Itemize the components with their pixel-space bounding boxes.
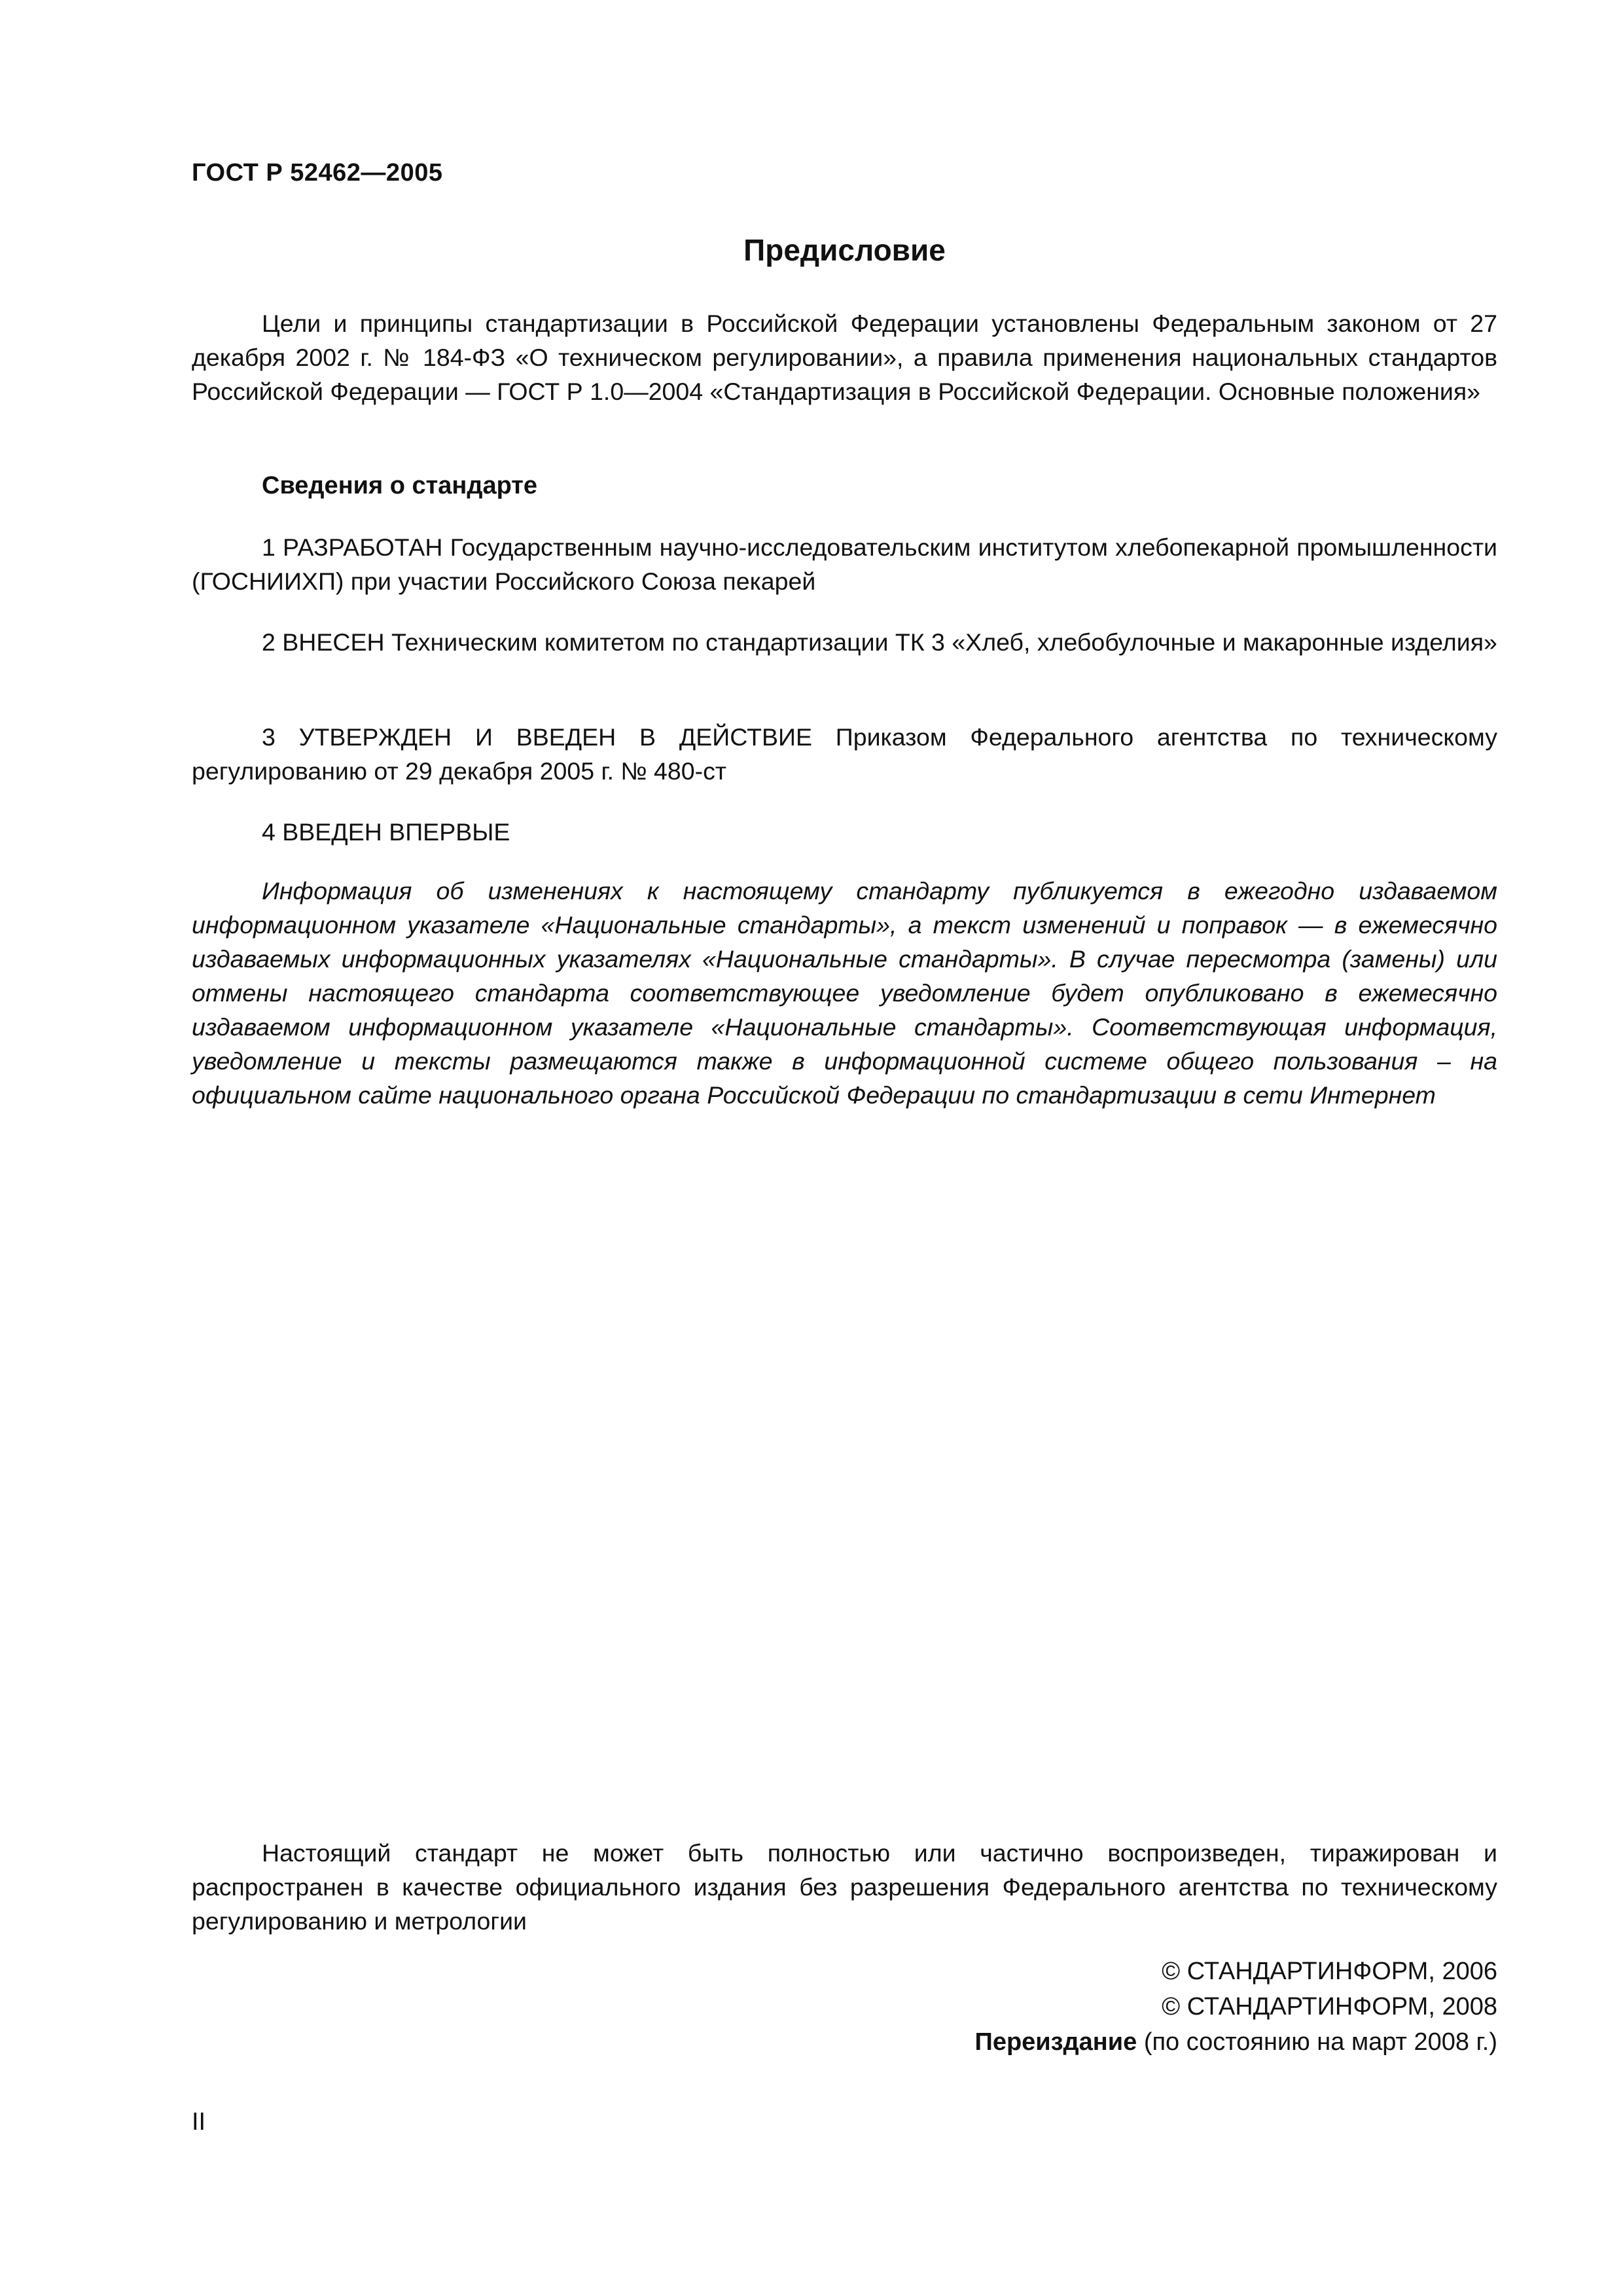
- intro-paragraph: Цели и принципы стандартизации в Российской Федерации установлены Федеральным законом от 27 декабря 2002 г. № 184-ФЗ «О техническом регулировании», а правила применения национальных стандартов Российской Федерации — ГОСТ Р 1.0—2004 «Стандартизация в Российской Федерации. Основные положения»: [192, 310, 1497, 405]
- copyright-line-1: © СТАНДАРТИНФОРМ, 2006: [1162, 1958, 1497, 1985]
- info-item-3: 3 УТВЕРЖДЕН И ВВЕДЕН В ДЕЙСТВИЕ Приказом Федерального агентства по техническому регулированию от 29 декабря 2005 г. № 480-ст: [192, 723, 1497, 785]
- section-title: Предисловие: [743, 233, 946, 267]
- info-item-4: 4 ВВЕДЕН ВПЕРВЫЕ: [262, 818, 510, 846]
- changes-info-note: Информация об изменениях к настоящему стандарту публикуется в ежегодно издаваемом информационном указателе «Национальные стандарты», а текст изменений и поправок — в ежемесячно издаваемых информационных указателях «Национальные стандарты». В случае пересмотра (замены) или отмены настоящего стандарта соответствующее уведомление будет опубликовано в ежемесячно издаваемом информационном указателе «Национальные стандарты». Соответствующая информация, уведомление и тексты размещаются также в информационной системе общего пользования – на официальном сайте национального органа Российской Федерации по стандартизации в сети Интернет: [192, 877, 1497, 1109]
- copyright-block: [975, 1954, 1497, 2060]
- reissue-detail: (по состоянию на март 2008 г.): [1137, 2028, 1497, 2056]
- reissue-label: Переиздание: [974, 2028, 1137, 2056]
- info-item-1: 1 РАЗРАБОТАН Государственным научно-исследовательским институтом хлебопекарной промышленности (ГОСНИИХП) при участии Российского Союза пекарей: [192, 533, 1497, 595]
- standard-info-heading: Сведения о стандарте: [262, 472, 538, 499]
- page-number: II: [192, 2108, 206, 2136]
- reissue-line: [975, 2024, 1497, 2060]
- info-item-2: 2 ВНЕСЕН Техническим комитетом по стандартизации ТК 3 «Хлеб, хлебобулочные и макаронные изделия»: [262, 628, 1497, 656]
- reproduction-note: Настоящий стандарт не может быть полностью или частично воспроизведен, тиражирован и распространен в качестве официального издания без разрешения Федерального агентства по техническому регулированию и метрологии: [192, 1839, 1497, 1935]
- copyright-line-2: © СТАНДАРТИНФОРМ, 2008: [1162, 1993, 1497, 2020]
- document-code: ГОСТ Р 52462—2005: [192, 159, 443, 187]
